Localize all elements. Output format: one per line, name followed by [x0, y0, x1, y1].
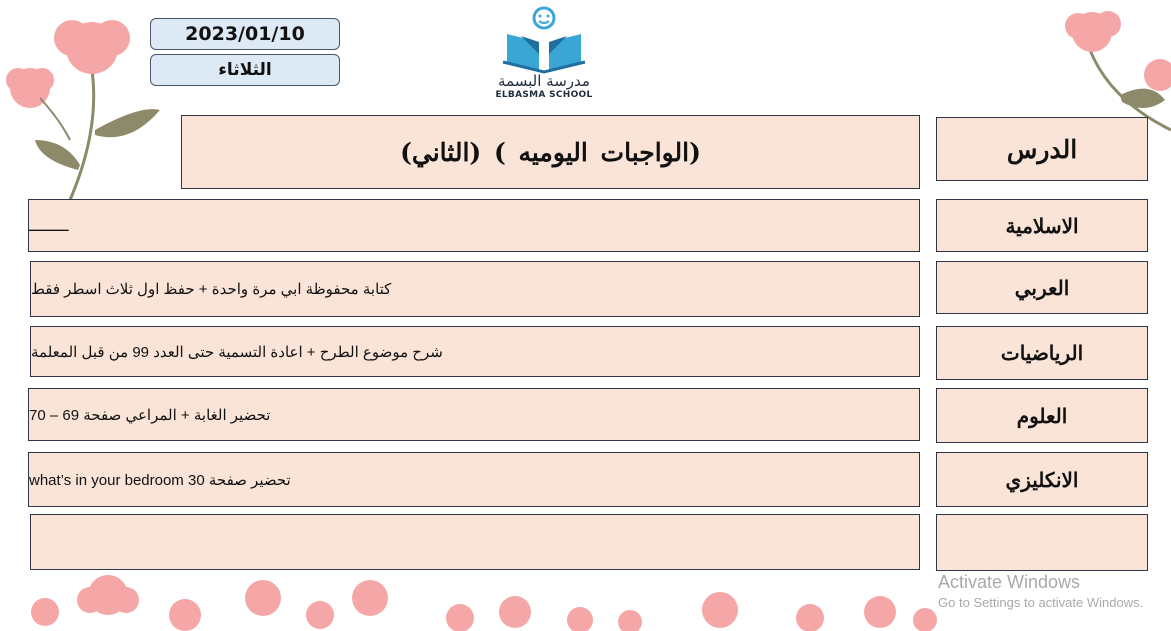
task-islamic: ـــــــــ [28, 199, 920, 252]
task-math: شرح موضوع الطرح + اعادة التسمية حتى العدد 99 من قبل المعلمة [30, 326, 920, 377]
task-arabic: كتابة محفوظة ابي مرة واحدة + حفظ اول ثلاث اسطر فقط [30, 261, 920, 317]
subject-english: الانكليزي [936, 452, 1148, 507]
activate-windows-watermark [938, 572, 1143, 610]
subject-arabic: العربي [936, 261, 1148, 314]
subject-empty [936, 514, 1148, 571]
lesson-header: الدرس [936, 117, 1148, 181]
school-logo [488, 4, 600, 108]
subject-math: الرياضيات [936, 326, 1148, 380]
school-name-english: ELBASMA SCHOOL [495, 90, 593, 100]
school-name-arabic: مدرسة البسمة [498, 72, 590, 90]
subject-science: العلوم [936, 388, 1148, 443]
flower-decoration-bottom [20, 570, 940, 631]
homework-title: (الواجبات اليوميه ) (الثاني) [181, 115, 920, 189]
date-label: 2023/01/10 [150, 18, 340, 50]
day-label: الثلاثاء [150, 54, 340, 86]
watermark-line1: Activate Windows [938, 572, 1081, 592]
task-english: تحضير صفحة 30 what’s in your bedroom [28, 452, 920, 507]
watermark-line2: Go to Settings to activate Windows. [938, 595, 1144, 610]
subject-islamic: الاسلامية [936, 199, 1148, 252]
task-empty [30, 514, 920, 570]
book-logo-icon [499, 4, 589, 74]
flower-decoration-top-left [0, 10, 170, 210]
task-science: تحضير الغابة + المراعي صفحة 69 – 70 [28, 388, 920, 441]
